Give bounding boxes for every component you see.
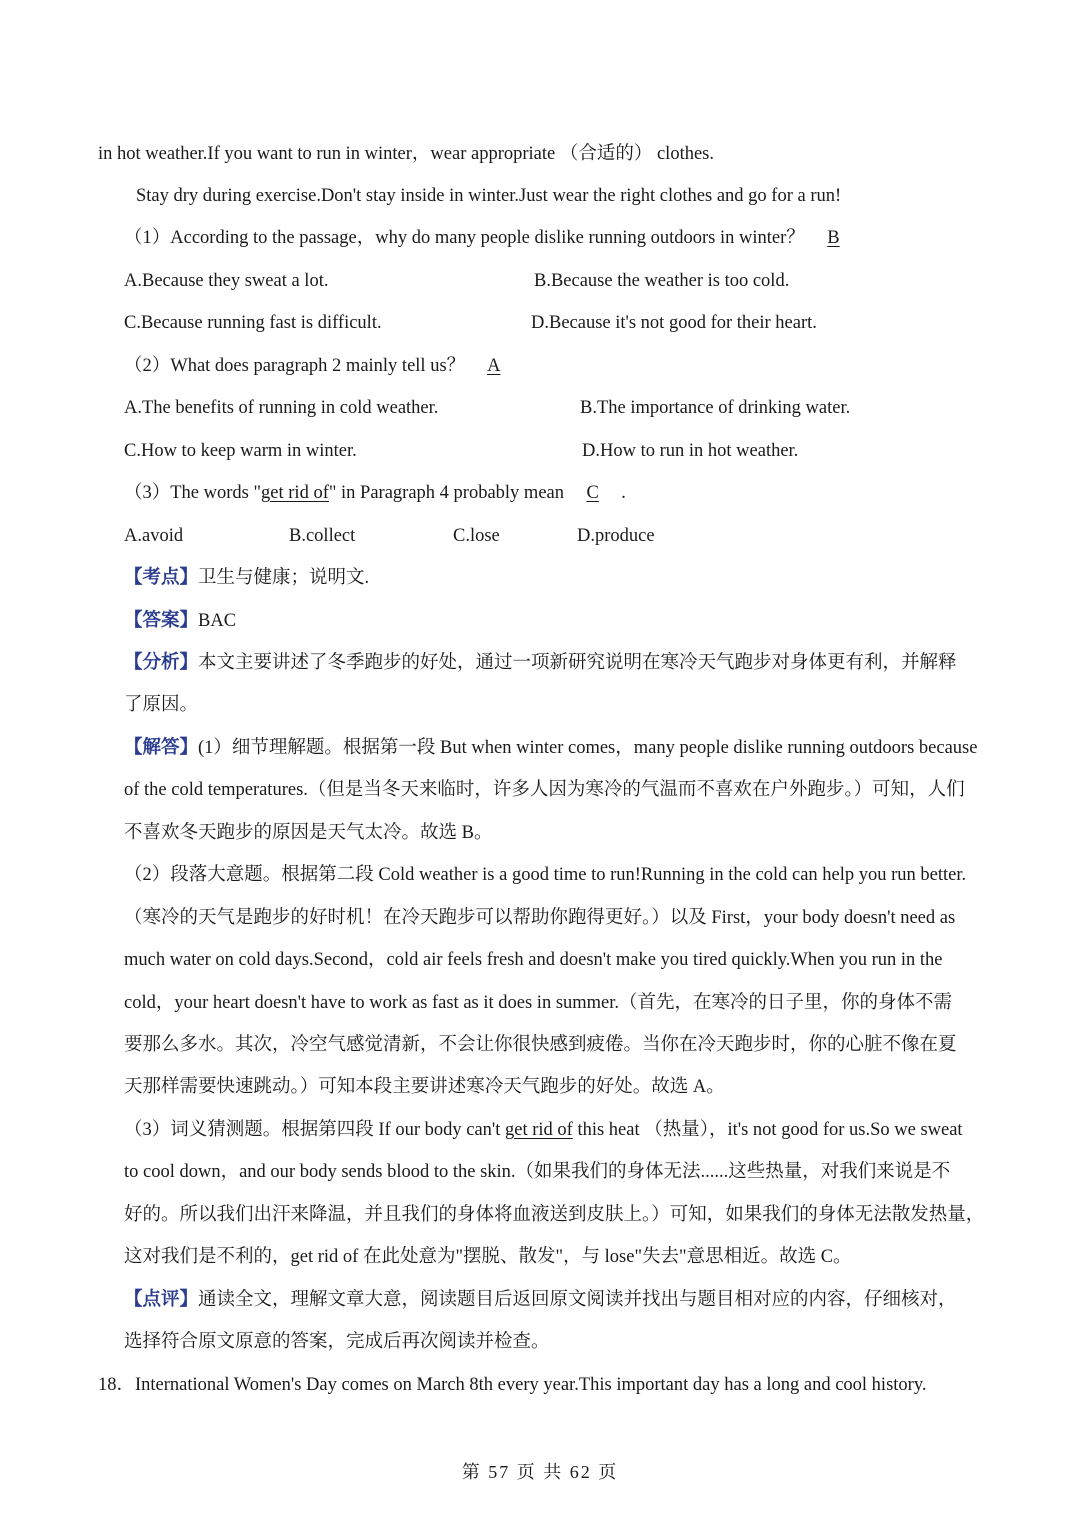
fenxi-line-2: 了原因。 xyxy=(124,695,199,715)
question-2-option-b: B.The importance of drinking water. xyxy=(580,398,851,418)
question-1 xyxy=(124,226,857,250)
kaodian: 【考点】卫生与健康；说明文. xyxy=(124,568,370,588)
question-1-option-c: C.Because running fast is difficult. xyxy=(124,313,382,333)
question-1-option-b: B.Because the weather is too cold. xyxy=(534,271,790,291)
jieda-p2-line-4: cold，your heart doesn't have to work as fast as it does in summer.（首先，在寒冷的日子里，你的身体不需 xyxy=(124,993,953,1013)
question-18: 18．International Women's Day comes on March 8th every year.This important day has a long and cool history. xyxy=(98,1375,927,1395)
question-2-text: （2）What does paragraph 2 mainly tell us？ xyxy=(124,356,466,376)
jieda-p3-line-2: to cool down，and our body sends blood to the skin.（如果我们的身体无法......这些热量，对我们来说是不 xyxy=(124,1162,951,1182)
jieda-p3-line-3: 好的。所以我们出汗来降温，并且我们的身体将血液送到皮肤上。）可知，如果我们的身体无法散发热量， xyxy=(124,1205,985,1225)
question-3-answer: C xyxy=(586,483,599,503)
jieda-line-1: 【解答】(1）细节理解题。根据第一段 But when winter comes，many people dislike running outdoors because xyxy=(124,738,978,758)
jieda-line-3: 不喜欢冬天跑步的原因是天气太冷。故选 B。 xyxy=(124,823,493,843)
jieda-p2-line-2: （寒冷的天气是跑步的好时机！在冷天跑步可以帮助你跑得更好。）以及 First，your body doesn't need as xyxy=(124,908,956,928)
fenxi-line-1: 【分析】本文主要讲述了冬季跑步的好处，通过一项新研究说明在寒冷天气跑步对身体更有利，并解释 xyxy=(124,653,957,673)
kaodian-tag: 【考点】 xyxy=(124,568,199,588)
jieda-p2-line-1: （2）段落大意题。根据第二段 Cold weather is a good time to run!Running in the cold can help you run better. xyxy=(124,865,967,885)
jieda-line-2: of the cold temperatures.（但是当冬天来临时，许多人因为寒冷的气温而不喜欢在户外跑步。）可知，人们 xyxy=(124,780,965,800)
jieda-p2-line-5: 要那么多水。其次，冷空气感觉清新，不会让你很快感到疲倦。当你在冷天跑步时，你的心脏不像在夏 xyxy=(124,1035,957,1055)
dianping-line-1: 【点评】通读全文，理解文章大意，阅读题目后返回原文阅读并找出与题目相对应的内容，仔细核对， xyxy=(124,1290,957,1310)
question-2-option-d: D.How to run in hot weather. xyxy=(582,441,799,461)
jieda-tag: 【解答】 xyxy=(124,738,199,758)
question-3-option-d: D.produce xyxy=(577,526,655,546)
question-3: （3）The words "get rid of" in Paragraph 4 probably mean C . xyxy=(124,483,626,503)
question-1-option-a: A.Because they sweat a lot. xyxy=(124,271,329,291)
dianping-tag: 【点评】 xyxy=(124,1290,199,1310)
jieda-keyword: get rid of xyxy=(505,1120,573,1140)
jieda-p2-line-6: 天那样需要快速跳动。）可知本段主要讲述寒冷天气跑步的好处。故选 A。 xyxy=(124,1077,725,1097)
jieda-p3-line-1: （3）词义猜测题。根据第四段 If our body can't get rid of this heat （热量），it's not good for us.So we sweat xyxy=(124,1120,963,1140)
question-2 xyxy=(124,354,518,378)
question-3-option-c: C.lose xyxy=(453,526,500,546)
question-3-keyword: get rid of xyxy=(261,483,329,503)
fenxi-tag: 【分析】 xyxy=(124,653,199,673)
page-footer: 第 57 页 共 62 页 xyxy=(461,1462,619,1482)
question-1-text: （1）According to the passage，why do many people dislike running outdoors in winter？ xyxy=(124,228,805,248)
question-3-option-b: B.collect xyxy=(289,526,356,546)
question-2-option-a: A.The benefits of running in cold weather. xyxy=(124,398,439,418)
jieda-p2-line-3: much water on cold days.Second，cold air feels fresh and doesn't make you tired quickly.When you run in the xyxy=(124,950,943,970)
question-1-answer: B xyxy=(827,228,840,248)
jieda-p3-line-4: 这对我们是不利的，get rid of 在此处意为"摆脱、散发"，与 lose"失去"意思相近。故选 C。 xyxy=(124,1247,852,1267)
daan-tag: 【答案】 xyxy=(124,611,199,631)
question-3-option-a: A.avoid xyxy=(124,526,184,546)
question-2-answer: A xyxy=(487,356,501,376)
passage-line-2: Stay dry during exercise.Don't stay inside in winter.Just wear the right clothes and go for a run! xyxy=(136,186,842,206)
question-1-option-d: D.Because it's not good for their heart. xyxy=(531,313,817,333)
question-2-option-c: C.How to keep warm in winter. xyxy=(124,441,357,461)
dianping-line-2: 选择符合原文原意的答案，完成后再次阅读并检查。 xyxy=(124,1332,550,1352)
passage-line-1: in hot weather.If you want to run in winter，wear appropriate （合适的） clothes. xyxy=(98,144,714,164)
daan: 【答案】BAC xyxy=(124,611,237,631)
